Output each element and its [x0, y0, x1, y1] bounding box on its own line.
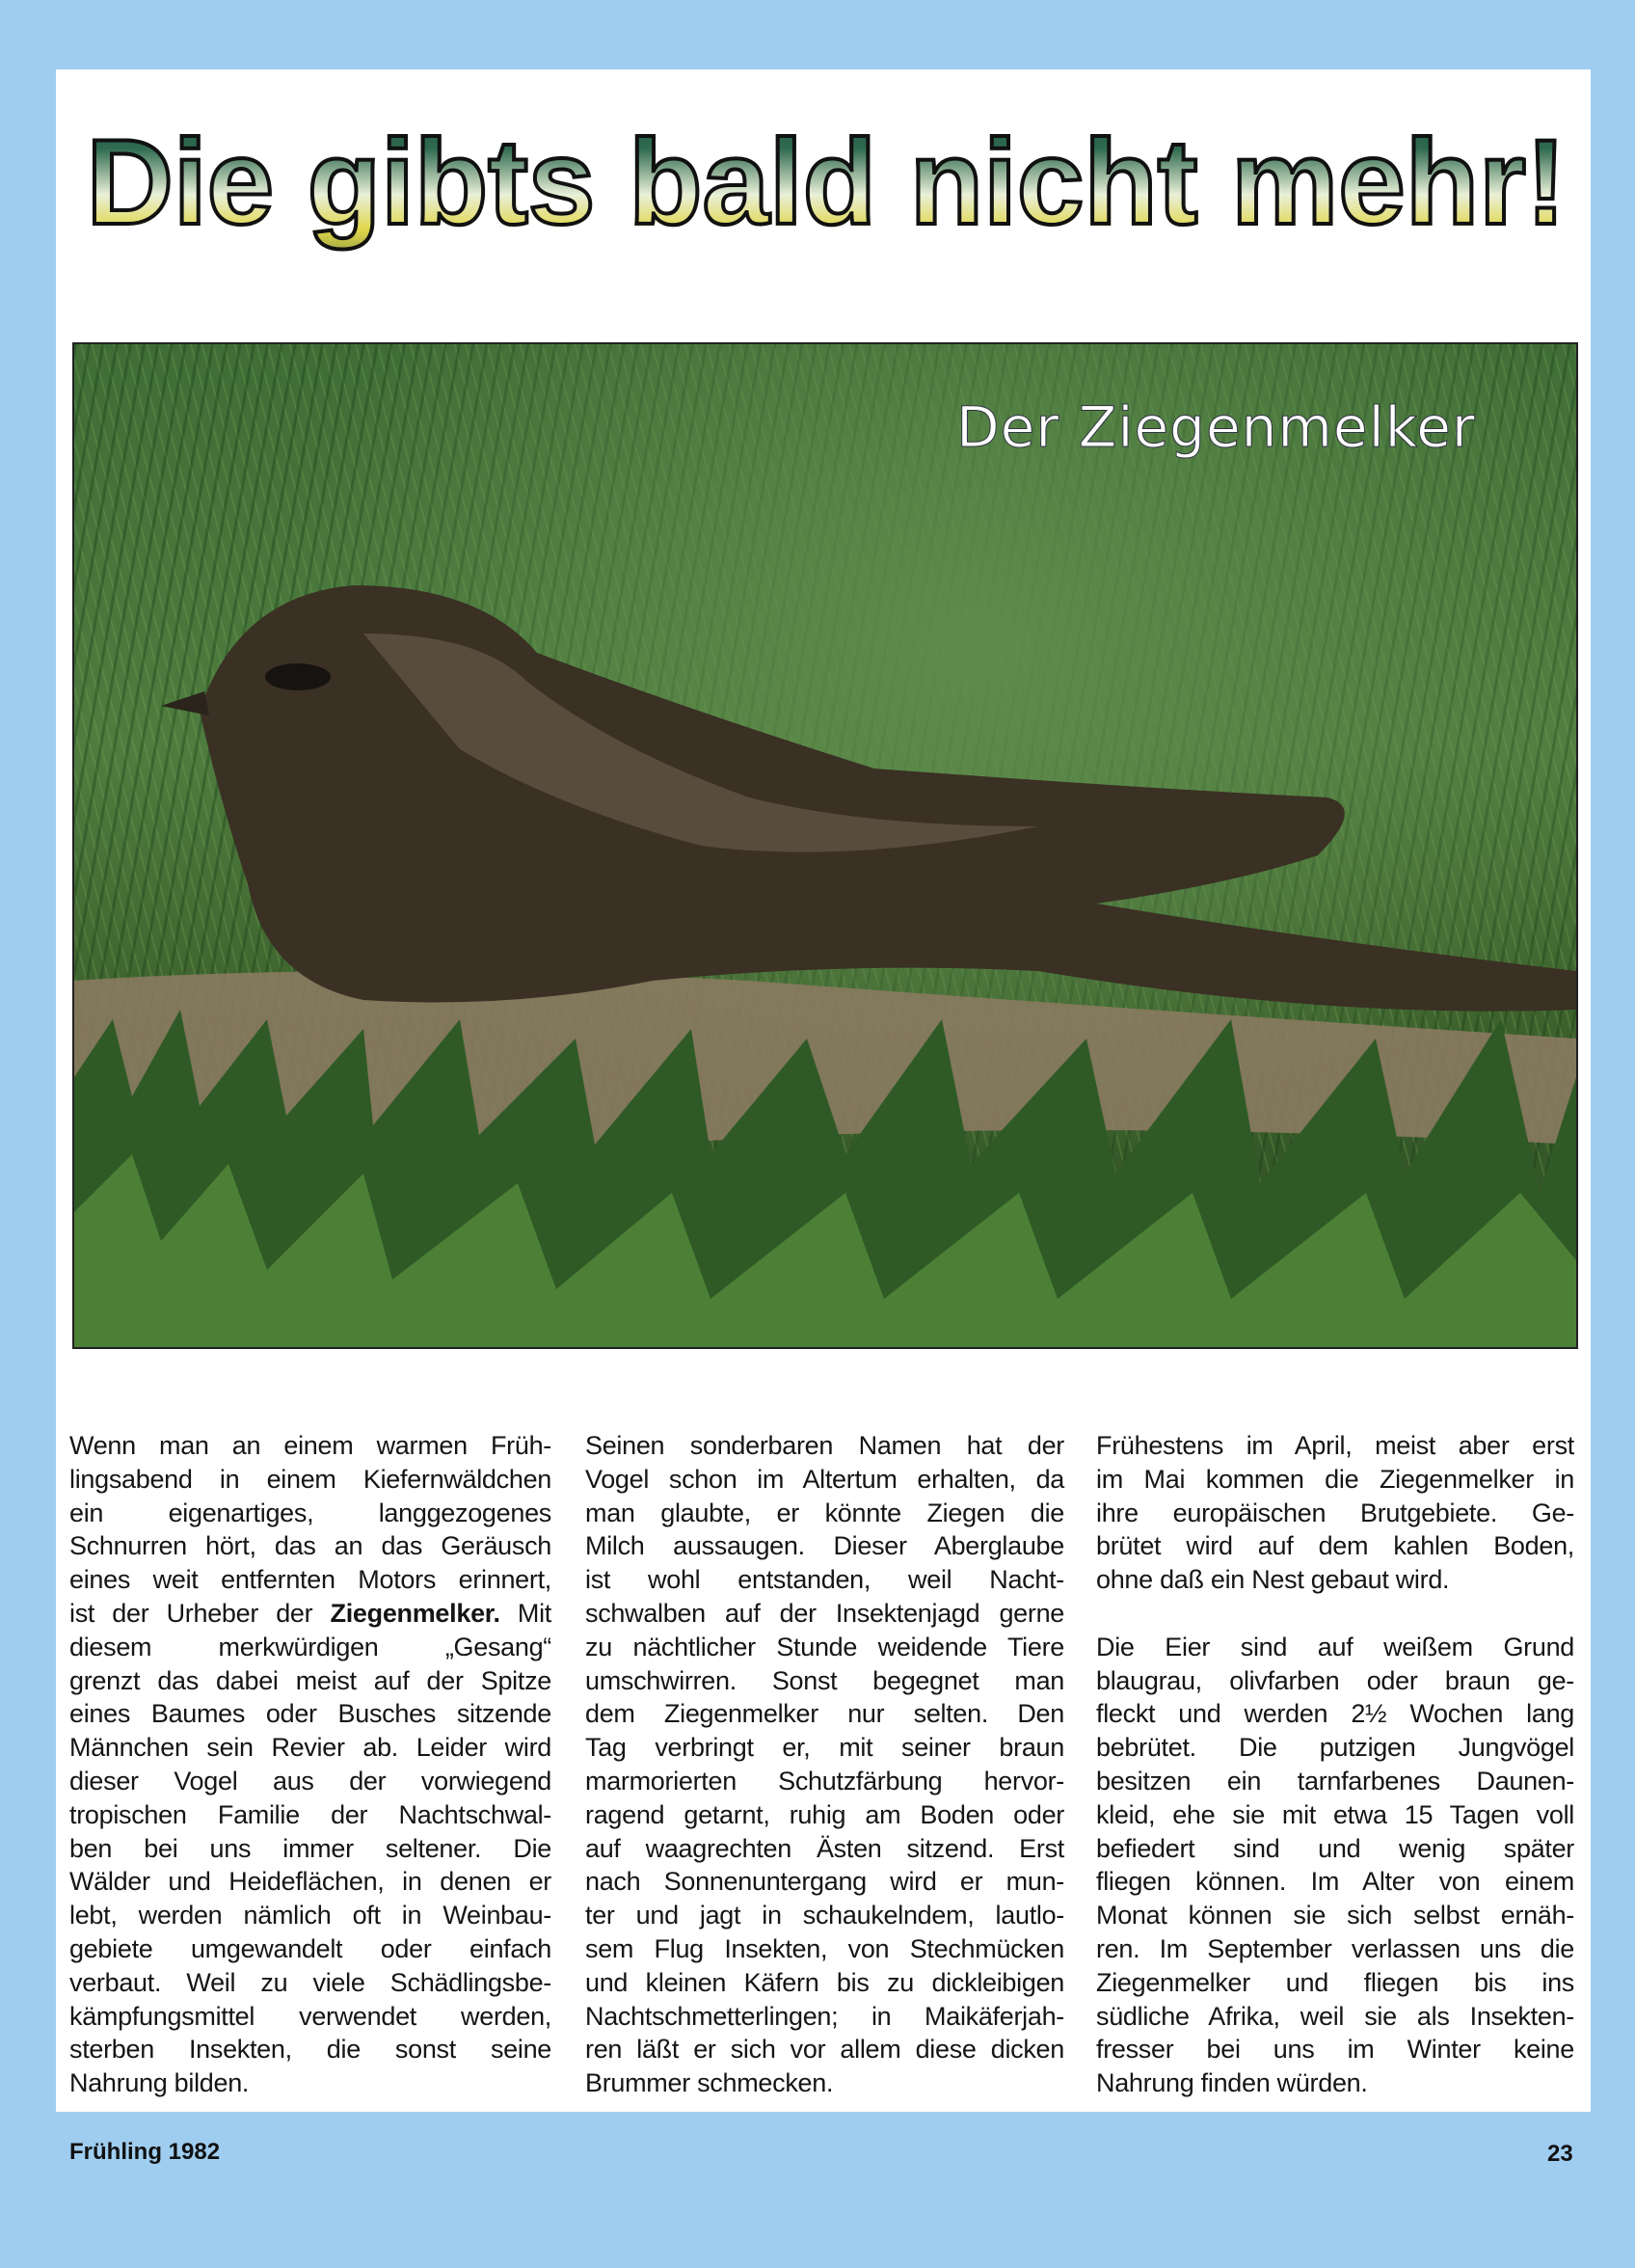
- text-column-2: [585, 1429, 1064, 2100]
- text-line: Die Eier sind auf weißem Grund: [1096, 1632, 1574, 1661]
- text-line: nach Sonnenuntergang wird er mun-: [585, 1867, 1064, 1897]
- text-line: Wälder und Heideflächen, in denen er: [69, 1867, 551, 1897]
- text-line: ter und jagt in schaukelndem, lautlo-: [585, 1901, 1064, 1930]
- text-line: bebrütet. Die putzigen Jungvögel: [1096, 1733, 1574, 1763]
- text-line: Nahrung bilden.: [69, 2068, 250, 2098]
- text-line: lebt, werden nämlich oft in Weinbau-: [69, 1901, 551, 1930]
- text-line: schwalben auf der Insektenjagd gerne: [585, 1598, 1064, 1628]
- photo-caption: Der Ziegenmelker: [956, 394, 1476, 460]
- text-line: fleckt und werden 2½ Wochen lang: [1096, 1699, 1574, 1729]
- text-line: ist wohl entstanden, weil Nacht-: [585, 1565, 1064, 1595]
- text-line: auf waagrechten Ästen sitzend. Erst: [585, 1833, 1064, 1863]
- text-line: blaugrau, olivfarben oder braun ge-: [1096, 1665, 1574, 1695]
- bold-term: Ziegenmelker.: [330, 1598, 500, 1628]
- text-line: dem Ziegenmelker nur selten. Den: [585, 1699, 1064, 1729]
- bird-photo: [72, 342, 1578, 1349]
- text-line: Frühestens im April, meist aber erst: [1096, 1431, 1574, 1460]
- text-line: [69, 1597, 551, 1631]
- text-line: Nahrung finden würden.: [1096, 2068, 1368, 2098]
- text-line: kleid, ehe sie mit etwa 15 Tagen voll: [1096, 1799, 1574, 1829]
- text-line: Monat können sie sich selbst ernäh-: [1096, 1901, 1574, 1930]
- text-line: befiedert sind und wenig später: [1096, 1833, 1574, 1863]
- text-line: man glaubte, er könnte Ziegen die: [585, 1498, 1064, 1527]
- text-line: tropischen Familie der Nachtschwal-: [69, 1799, 551, 1829]
- text-line: ragend getarnt, ruhig am Boden oder: [585, 1799, 1064, 1829]
- paragraph-gap: [1096, 1597, 1574, 1631]
- text-line: fliegen können. Im Alter von einem: [1096, 1867, 1574, 1897]
- text-line: sem Flug Insekten, von Stechmücken: [585, 1933, 1064, 1963]
- text-column-3: [1096, 1429, 1574, 2100]
- text-line: umschwirren. Sonst begegnet man: [585, 1665, 1064, 1695]
- text-column-1: [69, 1429, 551, 2100]
- text-line: ein eigenartiges, langgezogenes: [69, 1498, 551, 1527]
- text-line: fresser bei uns im Winter keine: [1096, 2035, 1574, 2065]
- text-line: Milch aussaugen. Dieser Aberglaube: [585, 1531, 1064, 1561]
- text-line: diesem merkwürdigen „Gesang“: [69, 1632, 551, 1661]
- text-line: im Mai kommen die Ziegenmelker in: [1096, 1464, 1574, 1494]
- text-line: lingsabend in einem Kiefernwäldchen: [69, 1464, 551, 1494]
- text-line: gebiete umgewandelt oder einfach: [69, 1933, 551, 1963]
- text-line: marmorierten Schutzfärbung hervor-: [585, 1766, 1064, 1796]
- text-line: Tag verbringt er, mit seiner braun: [585, 1733, 1064, 1763]
- text-segment: ist der Urheber der: [69, 1598, 331, 1628]
- text-line: ren. Im September verlassen uns die: [1096, 1933, 1574, 1963]
- text-line: besitzen ein tarnfarbenes Daunen-: [1096, 1766, 1574, 1796]
- text-line: sterben Insekten, die sonst seine: [69, 2035, 551, 2065]
- text-line: Schnurren hört, das an das Geräusch: [69, 1531, 551, 1561]
- text-line: Wenn man an einem warmen Früh-: [69, 1431, 551, 1460]
- text-segment: Mit: [499, 1598, 551, 1628]
- text-line: Männchen sein Revier ab. Leider wird: [69, 1733, 551, 1763]
- text-line: ben bei uns immer seltener. Die: [69, 1833, 551, 1863]
- text-line: Vogel schon im Altertum erhalten, da: [585, 1464, 1064, 1494]
- text-line: zu nächtlicher Stunde weidende Tiere: [585, 1632, 1064, 1661]
- text-line: und kleinen Käfern bis zu dickleibigen: [585, 1967, 1064, 1997]
- text-line: kämpfungsmittel verwendet werden,: [69, 2001, 551, 2031]
- text-line: grenzt das dabei meist auf der Spitze: [69, 1665, 551, 1695]
- text-line: Nachtschmetterlingen; in Maikäferjah-: [585, 2001, 1064, 2031]
- text-line: eines Baumes oder Busches sitzende: [69, 1699, 551, 1729]
- nightjar-illustration: [74, 344, 1576, 1347]
- text-line: Seinen sonderbaren Namen hat der: [585, 1431, 1064, 1460]
- text-line: brütet wird auf dem kahlen Boden,: [1096, 1531, 1574, 1561]
- page-headline: Die gibts bald nicht mehr!: [69, 68, 1583, 299]
- text-line: ohne daß ein Nest gebaut wird.: [1096, 1565, 1450, 1595]
- issue-label: Frühling 1982: [69, 2139, 221, 2165]
- text-line: südliche Afrika, weil sie als Insekten-: [1096, 2001, 1574, 2031]
- text-line: ren läßt er sich vor allem diese dicken: [585, 2035, 1064, 2065]
- text-line: verbaut. Weil zu viele Schädlingsbe-: [69, 1967, 551, 1997]
- text-line: ihre europäischen Brutgebiete. Ge-: [1096, 1498, 1574, 1527]
- text-line: Brummer schmecken.: [585, 2068, 834, 2098]
- text-line: dieser Vogel aus der vorwiegend: [69, 1766, 551, 1796]
- text-line: Ziegenmelker und fliegen bis ins: [1096, 1967, 1574, 1997]
- text-line: eines weit entfernten Motors erinnert,: [69, 1565, 551, 1595]
- page-number: 23: [1547, 2141, 1573, 2167]
